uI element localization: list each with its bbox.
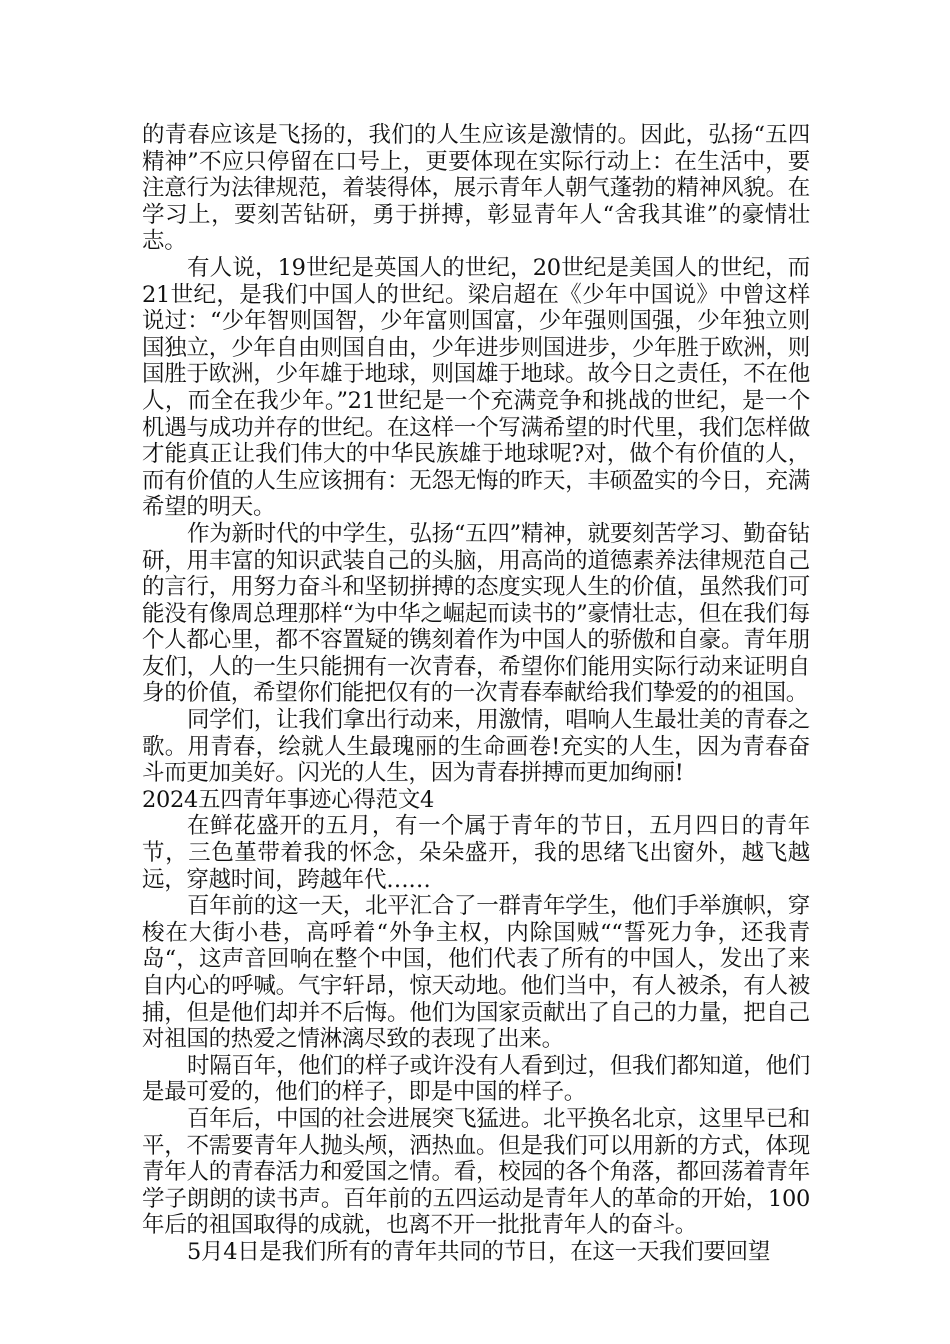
paragraph-8: 百年后，中国的社会进展突飞猛进。北平换名北京，这里早已和平，不需要青年人抛头颅，洒热血。但是我们可以用新的方式，体现青年人的青春活力和爱国之情。看，校园的各个角落，都回荡着青年学子朗朗的读书声。百年前的五四运动是青年人的革命的开始，100年后的祖国取得的成就，也离不开一批批青年人的奋斗。 [142, 1105, 810, 1239]
paragraph-6: 百年前的这一天，北平汇合了一群青年学生，他们手举旗帜，穿梭在大街小巷，高呼着“外争主权，内除国贼““誓死力争，还我青岛“，这声音回响在整个中国，他们代表了所有的中国人，发出了来自内心的呼喊。气宇轩昂，惊天动地。他们当中，有人被杀，有人被捕，但是他们却并不后悔。他们为国家贡献出了自己的力量，把自己对祖国的热爱之情淋漓尽致的表现了出来。 [142, 893, 810, 1053]
document-page [142, 122, 810, 1266]
paragraph-9: 5月4日是我们所有的青年共同的节日，在这一天我们要回望 [187, 1238, 771, 1265]
paragraph-4: 同学们，让我们拿出行动来，用激情，唱响人生最壮美的青春之歌。用青春，绘就人生最瑰丽的生命画卷!充实的人生，因为青春奋斗而更加美好。闪光的人生，因为青春拼搏而更加绚丽! [142, 707, 810, 787]
paragraph-5: 在鲜花盛开的五月，有一个属于青年的节日，五月四日的青年节，三色堇带着我的怀念，朵朵盛开，我的思绪飞出窗外，越飞越远，穿越时间，跨越年代…… [142, 813, 810, 893]
paragraph-7: 时隔百年，他们的样子或许没有人看到过，但我们都知道，他们是最可爱的，他们的样子，即是中国的样子。 [142, 1052, 810, 1106]
paragraph-3: 作为新时代的中学生，弘扬“五四”精神，就要刻苦学习、勤奋钻研，用丰富的知识武装自己的头脑，用高尚的道德素养法律规范自己的言行，用努力奋斗和坚韧拼搏的态度实现人生的价值，虽然我们可能没有像周总理那样“为中华之崛起而读书的”豪情壮志，但在我们每个人都心里，都不容置疑的镌刻着作为中国人的骄傲和自豪。青年朋友们，人的一生只能拥有一次青春，希望你们能用实际行动来证明自身的价值，希望你们能把仅有的一次青春奉献给我们挚爱的的祖国。 [142, 520, 810, 707]
paragraph-2: 有人说，19世纪是英国人的世纪，20世纪是美国人的世纪，而21世纪，是我们中国人的世纪。梁启超在《少年中国说》中曾这样说过：“少年智则国智，少年富则国富，少年强则国强，少年独立则国独立，少年自由则国自由，少年进步则国进步，少年胜于欧洲，则国胜于欧洲，少年雄于地球，则国雄于地球。故今日之责任，不在他人，而全在我少年。”21世纪是一个充满竞争和挑战的世纪，是一个机遇与成功并存的世纪。在这样一个写满希望的时代里，我们怎样做才能真正让我们伟大的中华民族雄于地球呢?对，做个有价值的人，而有价值的人生应该拥有：无怨无悔的昨天，丰硕盈实的今日，充满希望的明天。 [142, 254, 810, 521]
section-heading: 2024五四青年事迹心得范文4 [142, 786, 435, 813]
paragraph-1: 的青春应该是飞扬的，我们的人生应该是激情的。因此，弘扬“五四精神”不应只停留在口号上，更要体现在实际行动上：在生活中，要注意行为法律规范，着装得体，展示青年人朝气蓬勃的精神风貌。在学习上，要刻苦钻研，勇于拼搏，彰显青年人“舍我其谁”的豪情壮志。 [142, 122, 810, 255]
